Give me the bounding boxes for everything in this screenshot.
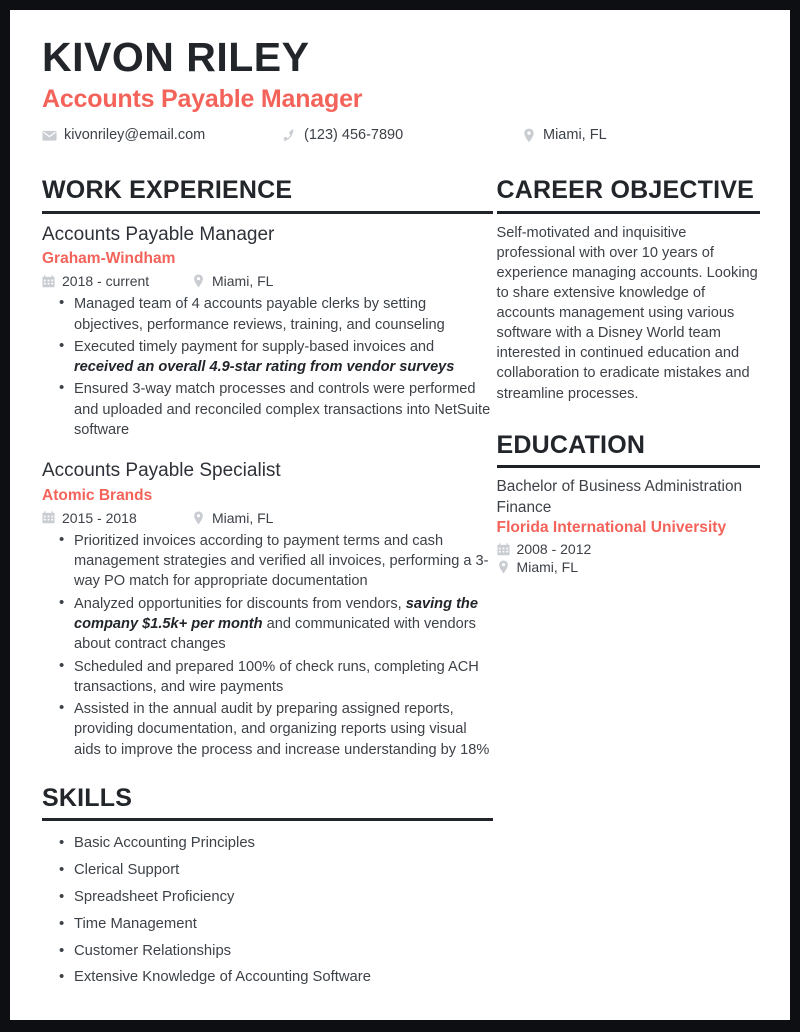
bullet-text: Analyzed opportunities for discounts from vendors, (74, 595, 406, 612)
map-pin-icon (192, 511, 205, 525)
spacer (497, 404, 760, 430)
section-career-objective (497, 175, 760, 404)
list-item: • Spreadsheet Proficiency (74, 884, 493, 911)
bullet-item (74, 379, 493, 440)
section-work-experience (42, 175, 493, 760)
bullet-text: Managed team of 4 accounts payable clerks by setting objectives, performance reviews, training, and counseling (74, 296, 445, 333)
skills-heading: SKILLS (42, 783, 133, 812)
job-location-text: Miami, FL (212, 273, 274, 290)
job-meta (42, 510, 493, 526)
section-education (497, 430, 760, 575)
list-item: • Extensive Knowledge of Accounting Software (74, 964, 493, 991)
bullet-text: Scheduled and prepared 100% of check runs, completing ACH transactions, and wire payments (74, 658, 479, 695)
bullet-item (74, 594, 493, 655)
section-divider (42, 818, 493, 821)
list-item: • Basic Accounting Principles (74, 830, 493, 857)
job-location (192, 510, 273, 526)
education-dates-text: 2008 - 2012 (516, 541, 592, 558)
career-objective-heading: CAREER OBJECTIVE (496, 176, 754, 205)
section-divider (497, 465, 760, 468)
list-item: • Clerical Support (74, 857, 493, 884)
phone-icon (282, 128, 297, 143)
email-text: kivonriley@email.com (64, 127, 206, 144)
section-divider (497, 211, 760, 214)
bullet-emphasis: received an overall 4.9-star rating from vendor surveys (74, 359, 455, 376)
bullet-text: Ensured 3-way match processes and controls were performed and uploaded and reconciled complex transactions into NetSuite software (74, 381, 491, 438)
envelope-icon (42, 128, 57, 143)
left-column (42, 175, 493, 991)
bullet-item (74, 294, 493, 335)
education-location (497, 559, 760, 575)
map-pin-icon (522, 128, 536, 143)
bullet-item (74, 531, 493, 592)
calendar-icon (42, 511, 55, 524)
education-school: Florida International University (496, 519, 727, 537)
job-title: Accounts Payable Manager (42, 223, 275, 245)
education-dates (497, 541, 760, 557)
calendar-icon (42, 275, 55, 288)
job-dates-text: 2015 - 2018 (62, 509, 137, 526)
work-entry (42, 223, 493, 441)
job-dates (42, 510, 192, 526)
contact-row (42, 127, 760, 143)
phone-text: (123) 456-7890 (304, 127, 404, 144)
location-text: Miami, FL (543, 127, 607, 144)
job-meta (42, 273, 493, 289)
job-title: Accounts Payable Specialist (42, 460, 281, 482)
job-location (192, 273, 273, 289)
candidate-headline: Accounts Payable Manager (42, 85, 363, 114)
education-location-text: Miami, FL (516, 559, 578, 576)
job-dates-text: 2018 - current (62, 273, 150, 290)
map-pin-icon (192, 274, 205, 288)
contact-location (522, 127, 607, 143)
bullet-text: Executed timely payment for supply-based invoices and (74, 338, 435, 355)
resume-header (42, 36, 760, 143)
bullet-text: Assisted in the annual audit by preparing assigned reports, providing documentation, and organizing reports using visual aids to improve the process and increase understanding by 18% (74, 701, 490, 758)
contact-email[interactable] (42, 127, 282, 143)
job-location-text: Miami, FL (212, 509, 274, 526)
job-bullets (42, 294, 493, 440)
education-degree: Bachelor of Business Administration (496, 478, 743, 496)
candidate-name: KIVON RILEY (42, 34, 310, 80)
work-entry (42, 459, 493, 760)
section-skills (42, 783, 493, 991)
job-company: Graham-Windham (42, 250, 176, 268)
bullet-item (74, 699, 493, 760)
bullet-text-post: and communicated with vendors about contract changes (74, 616, 476, 653)
work-experience-heading: WORK EXPERIENCE (42, 176, 293, 205)
bullet-text: Prioritized invoices according to payment terms and cash management strategies and verified all invoices, performing a 3-way PO match for appropriate documentation (74, 532, 489, 590)
calendar-icon (497, 543, 510, 556)
job-dates (42, 273, 192, 289)
map-pin-icon (497, 560, 510, 574)
resume-page (10, 10, 790, 1020)
education-heading: EDUCATION (496, 430, 646, 459)
list-item: • Customer Relationships (74, 938, 493, 965)
bullet-item (74, 337, 493, 378)
job-company: Atomic Brands (42, 486, 153, 504)
bullet-item (74, 657, 493, 698)
skills-list (42, 830, 493, 991)
education-field: Finance (496, 498, 552, 516)
list-item: • Time Management (74, 911, 493, 938)
job-bullets (42, 531, 493, 760)
bullet-emphasis: saving the company $1.5k+ per month (74, 595, 478, 633)
education-meta (497, 541, 760, 575)
right-column (497, 175, 760, 991)
contact-phone[interactable] (282, 127, 522, 143)
section-divider (42, 211, 493, 214)
career-objective-text: Self-motivated and inquisitive professional with over 10 years of experience managing accounts. Looking to share extensive knowledge of accounts management using various software with a Disney World team interested in continued education and collaboration to eradicate mistakes and streamline processes. (496, 224, 758, 402)
